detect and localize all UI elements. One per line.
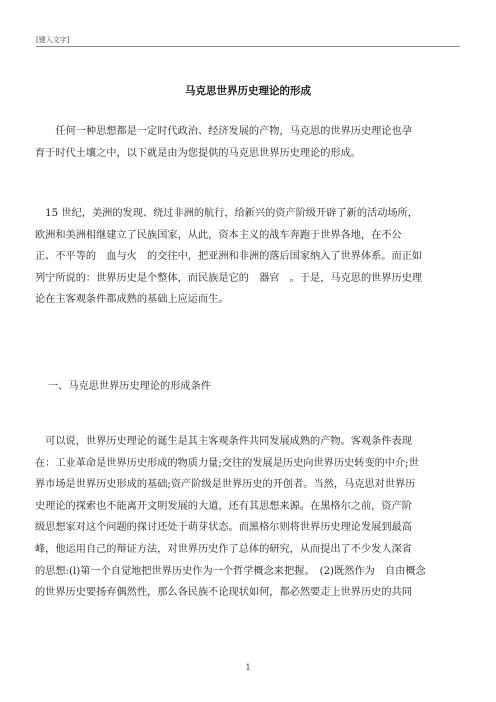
page-number: 1 <box>245 663 251 672</box>
text-line: 列宁所说的：世界历史是个整体，而民族是它的 器官 。于是，马克思的世界历史理 <box>35 272 423 284</box>
text-line: 正、不平等的 血与火 的交往中，把亚洲和非洲的落后国家纳入了世界体系。而正如 <box>35 251 423 263</box>
text-line: 育于时代土壤之中，以下就是由为您提供的马克思世界历史理论的形成。 <box>35 147 361 159</box>
text-line: 史理论的探索也不能离开文明发展的大道，还有其思想来源。在黑格尔之前，资产阶 <box>35 500 412 512</box>
text-line: 的世界历史要扬弃偶然性，那么各民族不论现状如何，都必然要走上世界历史的共同 <box>35 587 412 599</box>
text-line: 级思想家对这个问题的探讨还处于萌芽状态。而黑格尔则将世界历史理论发展到最高 <box>35 522 412 534</box>
text-line: 可以说，世界历史理论的诞生是其主客观条件共同发展成熟的产物。客观条件表现 <box>35 436 412 447</box>
header-tag: [键入文字] <box>36 36 70 44</box>
text-line: 在：工业革命是世界历史形成的物质力量;交往的发展是历史向世界历史转变的中介;世 <box>35 457 419 469</box>
page-title: 马克思世界历史理论的形成 <box>185 85 311 97</box>
text-line: 任何一种思想都是一定时代政治、经济发展的产物，马克思的世界历史理论也孕 <box>35 126 412 137</box>
text-line: 论在主客观条件都成熟的基础上应运而生。 <box>35 294 229 306</box>
intro-paragraph <box>35 121 461 164</box>
conditions-paragraph <box>35 431 461 604</box>
text-line: 的思想:(l)第一个自觉地把世界历史作为一个哲学概念来把握。 (2)既然作为 自由概念 <box>35 565 426 577</box>
text-line: 15 世纪，美洲的发现、绕过非洲的航行，给新兴的资产阶级开辟了新的活动场所， <box>35 208 418 219</box>
text-line: 峰，他运用自己的辩证方法，对世界历史作了总体的研究，从而提出了不少发人深省 <box>35 543 412 555</box>
text-line: 欧洲和美洲相继建立了民族国家，从此，资本主义的战车奔跑于世界各地，在不公 <box>35 229 402 241</box>
section-heading: 一、马克思世界历史理论的形成条件 <box>48 381 211 392</box>
text-line: 界市场是世界历史形成的基础;资产阶级是世界历史的开创者。当然，马克思对世界历 <box>35 479 416 491</box>
history-paragraph <box>35 203 461 311</box>
header-rule <box>36 46 460 47</box>
